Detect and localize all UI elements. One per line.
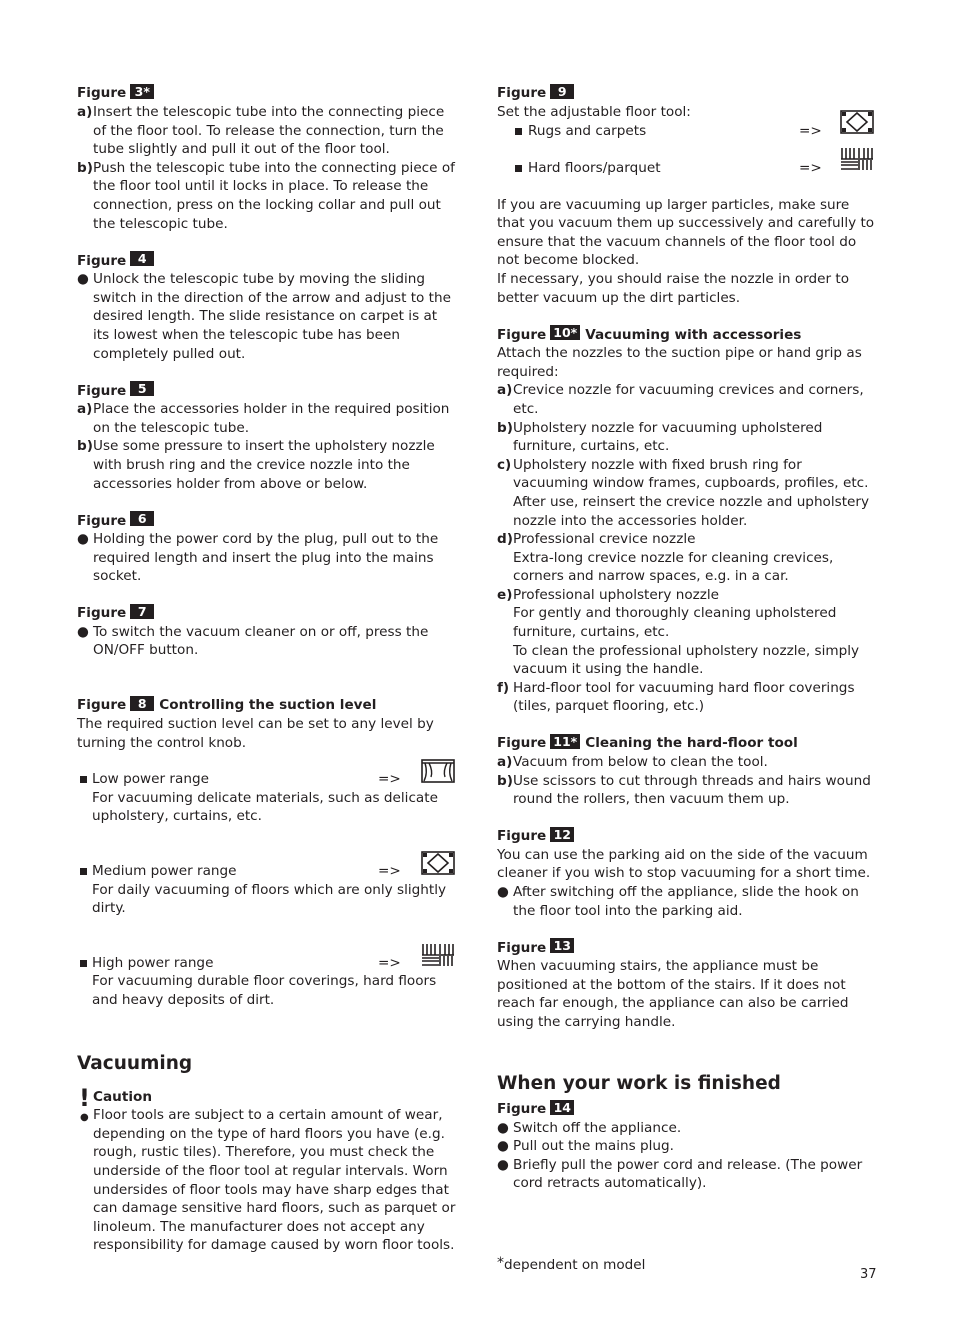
figure-5-heading: Figure 5 bbox=[77, 381, 457, 400]
carpet-diamond-icon bbox=[840, 110, 874, 134]
caution-block: ! ● Caution Floor tools are subject to a certain amount of wear, depending on the type of hard floors you have (e.g. rough, rustic tiles). Therefore, you must check the underside of the floor tool at regular intervals. Worn undersides of floor tools may have sharp edges that can damage sensitive hard floors, such as parquet or linoleum. The manufacturer does not accept any responsibility for damage caused by worn floor tools. bbox=[79, 1083, 456, 1254]
figure-number-badge: 14 bbox=[550, 1100, 574, 1115]
left-column bbox=[77, 84, 457, 1255]
figure-number-badge: 4 bbox=[130, 251, 154, 266]
list-item: c) Upholstery nozzle with fixed brush ring for vacuuming window frames, cupboards, profiles, etc. After use, reinsert the crevice nozzle and upholstery nozzle into the accessories holder. bbox=[497, 456, 870, 529]
paragraph: Attach the nozzles to the suction pipe or hand grip as required: bbox=[497, 345, 862, 380]
section-heading-vacuuming: Vacuuming bbox=[77, 1052, 193, 1074]
list-item: ● Holding the power cord by the plug, pull out to the required length and insert the plug into the mains socket. bbox=[77, 531, 439, 585]
floor-option-hard: Hard floors/parquet => bbox=[497, 159, 877, 196]
list-item: a) Crevice nozzle for vacuuming crevices and corners, etc. bbox=[497, 382, 864, 417]
figure-number-badge: 13 bbox=[550, 938, 574, 953]
list-item: a) Vacuum from below to clean the tool. bbox=[497, 754, 768, 771]
list-item: b) Upholstery nozzle for vacuuming upholstered furniture, curtains, etc. bbox=[497, 419, 823, 455]
suction-medium-desc: For daily vacuuming of floors which are only slightly dirty. bbox=[92, 881, 447, 917]
hard-floor-icon bbox=[840, 147, 874, 171]
list-item: b) Use some pressure to insert the upholstery nozzle with brush ring and the crevice nozzle into the accessories holder from above or below. bbox=[77, 438, 435, 492]
figure-number-badge: 8 bbox=[130, 696, 154, 711]
figure-14-heading: Figure 14 bbox=[497, 1100, 877, 1119]
list-item: ● After switching off the appliance, slide the hook on the floor tool into the parking aid. bbox=[497, 884, 859, 919]
figure-12-heading: Figure 12 bbox=[497, 827, 877, 846]
figure-number-badge: 6 bbox=[130, 511, 154, 526]
page-number: 37 bbox=[860, 1267, 877, 1282]
figure-4-heading: Figure 4 bbox=[77, 251, 457, 270]
paragraph: If you are vacuuming up larger particles, make sure that you vacuum them up successively and carefully to ensure that the vacuum channels of the floor tool do not become blocked. bbox=[497, 196, 875, 269]
figure-8-heading: Figure 8 Controlling the suction level bbox=[77, 696, 377, 714]
suction-level-high: High power range => bbox=[77, 954, 457, 973]
hard-floor-icon bbox=[421, 943, 455, 967]
figure-11-heading: Figure 11* Cleaning the hard-floor tool bbox=[497, 734, 798, 752]
suction-intro: The required suction level can be set to any level by turning the control knob. bbox=[77, 716, 434, 751]
suction-level-medium: Medium power range => bbox=[77, 862, 457, 881]
figure-3-heading: Figure 3* bbox=[77, 84, 457, 103]
floor-option-rugs: Rugs and carpets => bbox=[497, 122, 877, 159]
paragraph: You can use the parking aid on the side of the vacuum cleaner if you wish to stop vacuuming for a short time. bbox=[497, 846, 871, 882]
list-item: a) Insert the telescopic tube into the connecting piece of the floor tool. To release the connection, turn the tube slightly and pull it out of the floor tool. bbox=[77, 104, 445, 158]
figure-number-badge: 11* bbox=[550, 734, 580, 749]
list-item: f) Hard-floor tool for vacuuming hard floor coverings (tiles, parquet flooring, etc.) bbox=[497, 679, 855, 715]
figure-number-badge: 7 bbox=[130, 604, 154, 619]
list-item: ● To switch the vacuum cleaner on or off, press the ON/OFF button. bbox=[77, 623, 429, 659]
figure-number-badge: 5 bbox=[130, 381, 154, 396]
figure-number-badge: 12 bbox=[550, 827, 574, 842]
list-item: b) Use scissors to cut through threads and hairs wound round the rollers, then vacuum them up. bbox=[497, 772, 871, 808]
figure-number-badge: 9 bbox=[550, 84, 574, 99]
right-column bbox=[497, 84, 877, 1193]
list-item: ● Pull out the mains plug. bbox=[497, 1138, 675, 1155]
figure-13-heading: Figure 13 bbox=[497, 938, 877, 957]
list-item: b) Push the telescopic tube into the connecting piece of the floor tool until it locks in place. To release the connection, press on the locking collar and pull out the telescopic tube. bbox=[77, 159, 455, 232]
figure-10-heading: Figure 10* Vacuuming with accessories bbox=[497, 325, 802, 343]
caution-label: Caution bbox=[93, 1088, 153, 1105]
list-item: ● Briefly pull the power cord and release. (The power cord retracts automatically). bbox=[497, 1156, 863, 1192]
section-heading-finished: When your work is finished bbox=[497, 1072, 781, 1094]
list-item: ● Switch off the appliance. bbox=[497, 1119, 682, 1136]
warning-icon: ! bbox=[79, 1083, 90, 1112]
carpet-diamond-icon bbox=[421, 851, 455, 875]
list-item: d) Professional crevice nozzle Extra-long crevice nozzle for cleaning crevices, corners and narrow spaces, e.g. in a car. bbox=[497, 531, 834, 585]
figure-number-badge: 3* bbox=[130, 84, 154, 99]
figure-number-badge: 10* bbox=[550, 325, 580, 340]
floor-tool-intro: Set the adjustable floor tool: bbox=[497, 104, 691, 120]
suction-high-desc: For vacuuming durable floor coverings, hard floors and heavy deposits of dirt. bbox=[92, 973, 437, 1008]
paragraph: When vacuuming stairs, the appliance must be positioned at the bottom of the stairs. If it does not reach far enough, the appliance can also be carried using the carrying handle. bbox=[497, 958, 849, 1030]
figure-6-heading: Figure 6 bbox=[77, 511, 457, 530]
list-item: ● Unlock the telescopic tube by moving the sliding switch in the direction of the arrow and adjust to the desired length. The slide resistance on carpet is at its lowest when the telescopic tube has been completely pulled out. bbox=[77, 271, 451, 362]
list-item: a) Place the accessories holder in the required position on the telescopic tube. bbox=[77, 401, 450, 436]
list-item: e) Professional upholstery nozzle For gently and thoroughly cleaning upholstered furniture, curtains, etc. To clean the professional upholstery nozzle, simply vacuum it using the handle. bbox=[497, 586, 860, 678]
paragraph: If necessary, you should raise the nozzle in order to better vacuum up the dirt particles. bbox=[497, 270, 850, 306]
suction-level-low: Low power range => bbox=[77, 770, 457, 789]
figure-9-heading: Figure 9 bbox=[497, 84, 877, 103]
footnote: *dependent on model bbox=[497, 1255, 646, 1273]
curtain-icon bbox=[421, 759, 455, 783]
caution-text: Floor tools are subject to a certain amount of wear, depending on the type of hard floors you have (e.g. rough, rustic tiles). Therefore, you must check the underside of the floor tool at regular intervals. Worn undersides of floor tools may have sharp edges that can damage sensitive hard floors, such as parquet or linoleum. The manufacturer does not accept any responsibility for damage caused by worn floor tools. bbox=[93, 1107, 456, 1254]
figure-7-heading: Figure 7 bbox=[77, 604, 457, 623]
suction-low-desc: For vacuuming delicate materials, such as delicate upholstery, curtains, etc. bbox=[92, 789, 438, 825]
